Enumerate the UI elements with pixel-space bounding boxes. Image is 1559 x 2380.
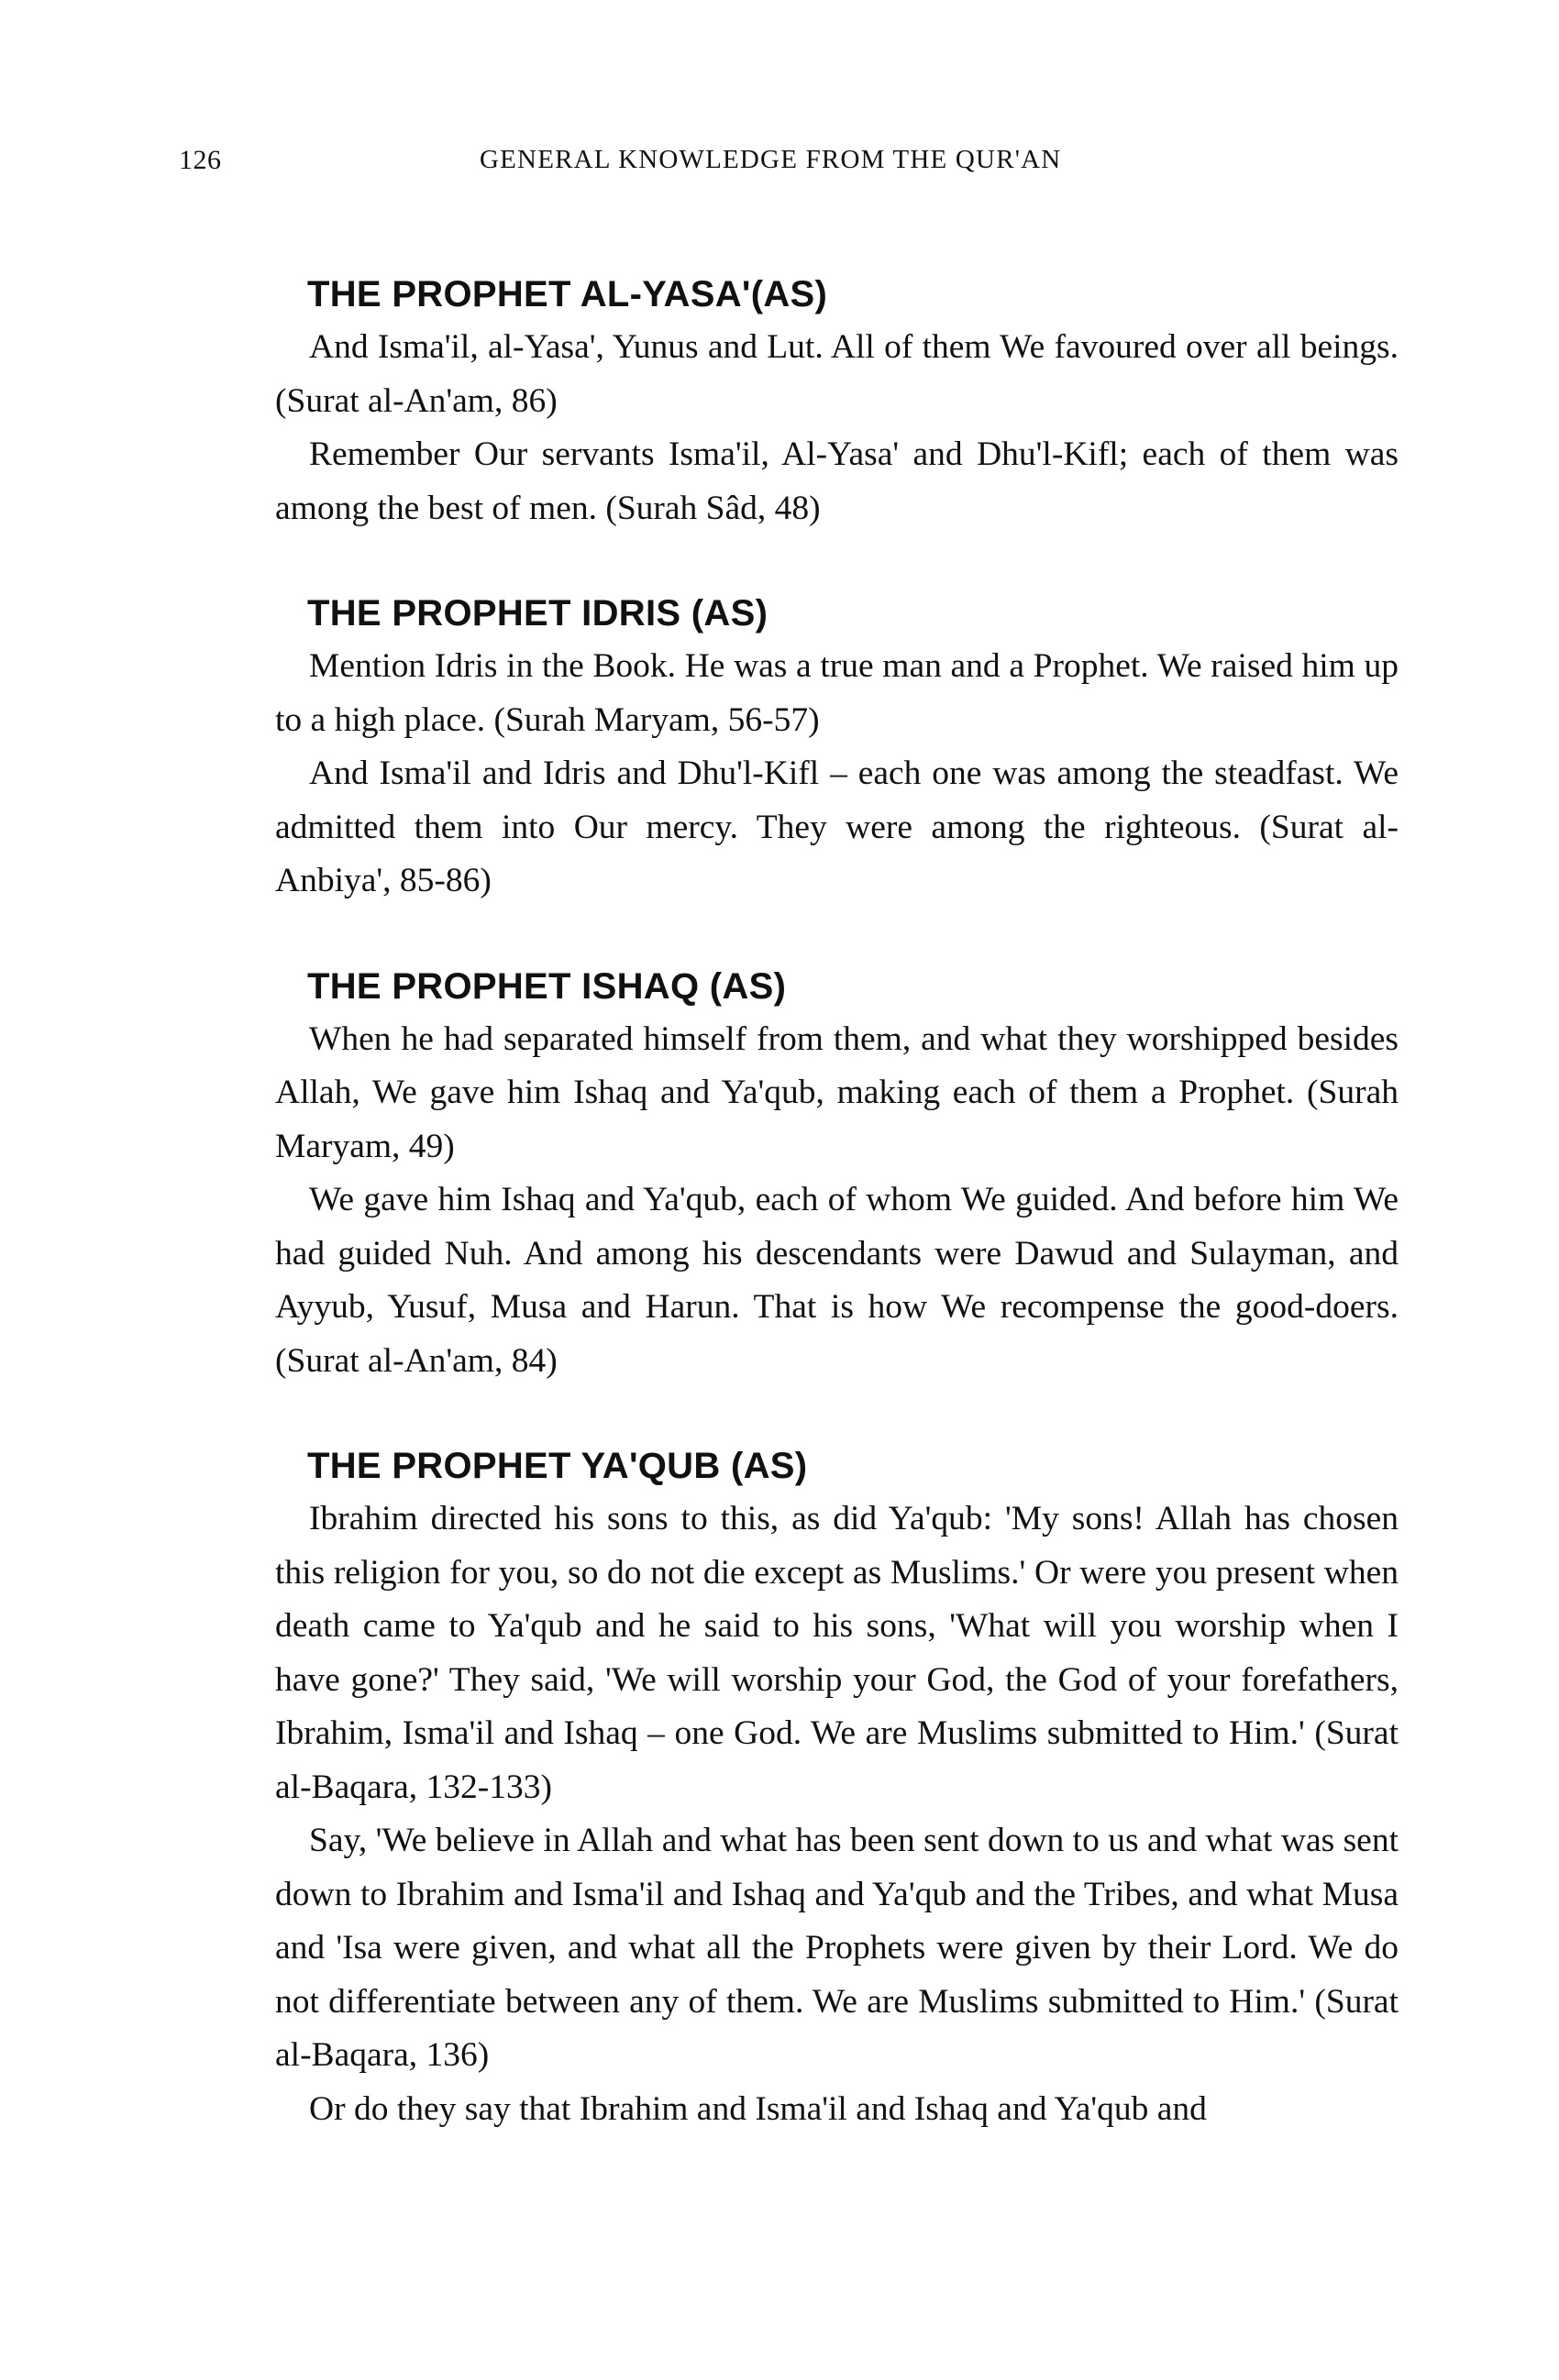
running-header [179, 145, 1399, 182]
section-ishaq [275, 964, 1399, 1389]
paragraph: And Isma'il, al-Yasa', Yunus and Lut. All of them We favoured over all beings. (Surat al-An'am, 86) [275, 328, 1399, 420]
book-title: GENERAL KNOWLEDGE FROM THE QUR'AN [480, 145, 1062, 174]
paragraph: Remember Our servants Isma'il, Al-Yasa' and Dhu'l-Kifl; each of them was among the best of men. (Surah Sâd, 48) [275, 435, 1399, 527]
paragraph: Mention Idris in the Book. He was a true man and a Prophet. We raised him up to a high place. (Surah Maryam, 56-57) [275, 647, 1399, 739]
paragraph: Or do they say that Ibrahim and Isma'il and Ishaq and Ya'qub and [309, 2089, 1207, 2128]
section-idris [275, 590, 1399, 909]
paragraph: When he had separated himself from them, and what they worshipped besides Allah, We gave him Ishaq and Ya'qub, making each of them a Prophet. (Surah Maryam, 49) [275, 1019, 1399, 1165]
page-number: 126 [179, 145, 222, 175]
page-body [275, 271, 1399, 2191]
paragraph: We gave him Ishaq and Ya'qub, each of whom We guided. And before him We had guided Nuh. And among his descendants were Dawud and Sulayman, and Ayyub, Yusuf, Musa and Harun. That is how We recompense the good-doers. (Surat al-An'am, 84) [275, 1181, 1399, 1380]
section-heading: THE PROPHET ISHAQ (AS) [307, 965, 787, 1007]
section-yaqub [275, 1443, 1399, 2136]
paragraph: Say, 'We believe in Allah and what has been sent down to us and what was sent down to Ibrahim and Isma'il and Ishaq and Ya'qub and the Tribes, and what Musa and 'Isa were given, and what all the Prophets were given by their Lord. We do not differentiate between any of them. We are Muslims submitted to Him.' (Surat al-Baqara, 136) [275, 1822, 1399, 2074]
section-heading: THE PROPHET YA'QUB (AS) [307, 1446, 808, 1486]
paragraph: Ibrahim directed his sons to this, as did Ya'qub: 'My sons! Allah has chosen this religion for you, so do not die except as Muslims.' Or were you present when death came to Ya'qub and he said to his sons, 'What will you worship when I have gone?' They said, 'We will worship your God, the God of your forefathers, Ibrahim, Isma'il and Ishaq – one God. We are Muslims submitted to Him.' (Surat al-Baqara, 132-133) [275, 1500, 1399, 1806]
section-al-yasa [275, 271, 1399, 535]
section-heading: THE PROPHET IDRIS (AS) [307, 593, 768, 634]
paragraph: And Isma'il and Idris and Dhu'l-Kifl – each one was among the steadfast. We admitted them into Our mercy. They were among the righteous. (Surat al-Anbiya', 85-86) [275, 755, 1399, 899]
section-heading: THE PROPHET AL-YASA'(AS) [307, 274, 828, 314]
